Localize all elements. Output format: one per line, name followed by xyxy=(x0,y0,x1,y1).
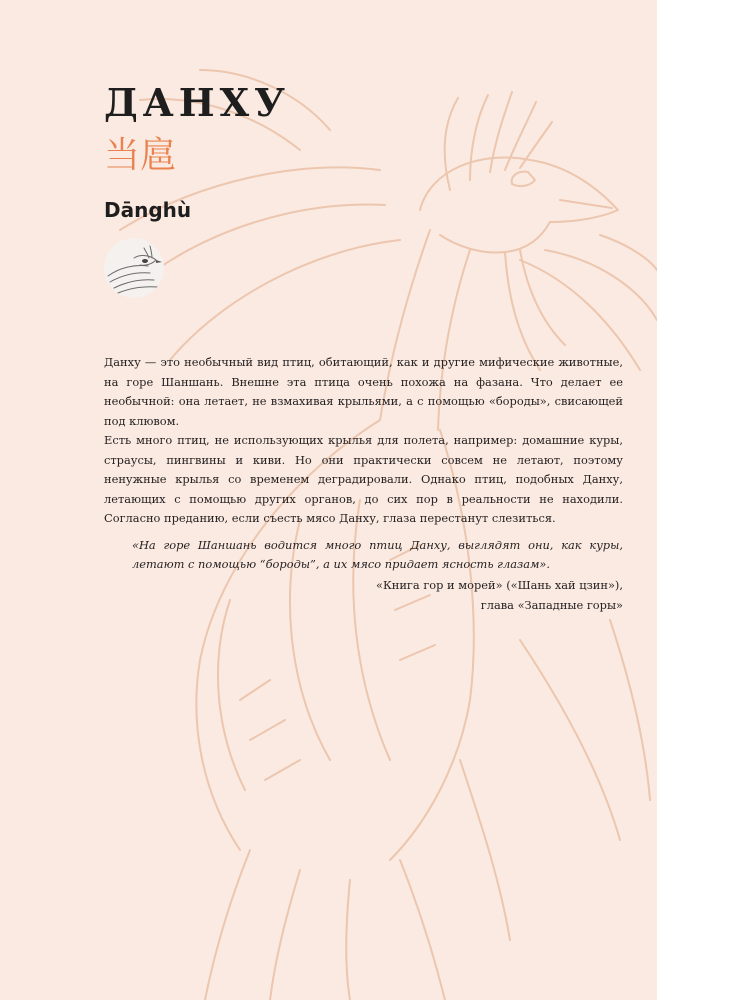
quote-source-line1: «Книга гор и морей» («Шань хай цзин»), xyxy=(375,577,623,592)
paragraph-flight: Есть много птиц, не использующих крылья для полета, например: домашние куры, страусы, пингвины и киви. Но они практически совсем не летают, поэтому ненужные крылья со временем деградировали. Однако птиц, подобных Данху, летающих с помощью других органов, до сих пор в реальности не находили. Согласно преданию, если съесть мясо Данху, глаза перестанут слезиться. xyxy=(104,433,623,525)
quote: «На горе Шаншань водится много птиц Данху, выглядят они, как куры, летают с помощью “бороды”, а их мясо придает ясность глазам». xyxy=(132,537,623,571)
entry-hanzi: 当扈 xyxy=(104,135,177,176)
entry-title: ДАНХУ xyxy=(104,80,290,125)
quote-source-line2: глава «Западные горы» xyxy=(480,598,623,612)
bird-head-sketch-icon xyxy=(104,238,164,298)
entry-pinyin: Dānghù xyxy=(104,198,192,222)
article-body xyxy=(104,353,623,616)
bird-head-medallion xyxy=(104,238,164,298)
paragraph-intro: Данху — это необычный вид птиц, обитающий, как и другие мифические животные, на горе Шаншань. Внешне эта птица очень похожа на фазана. Что делает ее необычной: она летает, не взмахивая крыльями, а с помощью «бороды», свисающей под клювом. xyxy=(104,355,623,428)
